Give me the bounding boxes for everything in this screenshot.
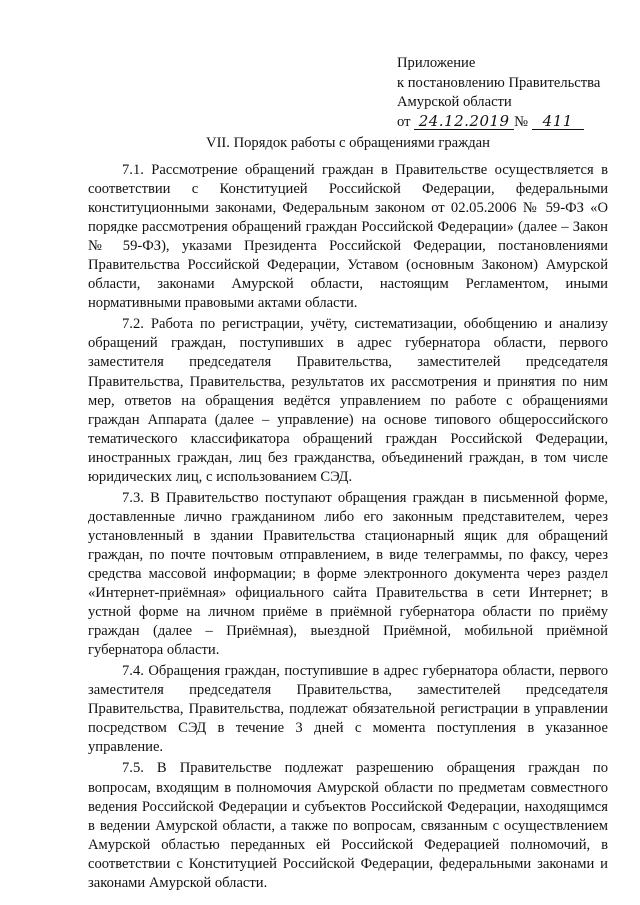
approval-line-date-number (397, 113, 627, 133)
approval-line-resolution: к постановлению Правительства (397, 74, 601, 91)
handwritten-date: 24.12.2019 (414, 113, 514, 130)
approval-line-region: Амурской области (397, 94, 512, 110)
paragraph-7-4: 7.4. Обращения граждан, поступившие в адрес губернатора области, первого заместителя председателя Правительства, заместителей председателя Правительства, Правительства, подлежат обязательной регистрации в управлении посредством СЭД в течение 3 дней с момента поступления в указанное управление. (88, 663, 608, 756)
date-prefix: от (397, 113, 411, 130)
approval-line-appendix: Приложение (397, 55, 476, 71)
document-body (88, 161, 608, 895)
number-prefix: № (514, 113, 529, 130)
handwritten-number: 411 (532, 113, 584, 130)
paragraph-7-2: 7.2. Работа по регистрации, учёту, систематизации, обобщению и анализу обращений граждан, поступивших в адрес губернатора области, первого заместителя председателя Правительства, заместителей председателя Правительства, Правительства, результатов их рассмотрения и принятия по ним мер, ответов на обращения ведётся управлением по работе с обращениями граждан Аппарата (далее – управление) на основе типового общероссийского тематического классификатора обращений граждан Российской Федерации, иностранных граждан, лиц без гражданства, объединений граждан, в том числе юридических лиц, с использованием СЭД. (88, 316, 608, 485)
paragraph-7-1: 7.1. Рассмотрение обращений граждан в Правительстве осуществляется в соответствии с Конституцией Российской Федерации, федеральными конституционными законами, Федеральным законом от 02.05.2006 № 59-ФЗ «О порядке рассмотрения обращений граждан Российской Федерации» (далее – Закон № 59-ФЗ), указами Президента Российской Федерации, постановлениями Правительства Российской Федерации, Уставом (основным Законом) Амурской области, законами Амурской области, настоящим Регламентом, иными нормативными правовыми актами области. (88, 162, 608, 312)
paragraph-7-5: 7.5. В Правительстве подлежат разрешению обращения граждан по вопросам, входящим в полномочия Амурской области по предметам совместного ведения Российской Федерации и субъектов Российской Федерации, находящимся в ведении Амурской области, а также по вопросам, связанным с осуществлением Амурской областью переданных ей Российской Федерацией полномочий, в соответствии с Конституцией Российской Федерации, федеральными законами и законами Амурской области. (88, 760, 608, 891)
paragraph-7-3: 7.3. В Правительство поступают обращения граждан в письменной форме, доставленные лично гражданином либо его законным представителем, через установленный в здании Правительства стационарный ящик для обращений граждан, по почте почтовым отправлением, в виде телеграммы, по факсу, через средства массовой информации; в форме электронного документа через раздел «Интернет-приёмная» официального сайта Правительства в сети Интернет; в устной форме на личном приёме в приёмной губернатора области по приёму граждан (далее – Приёмная), выездной Приёмной, мобильной приёмной губернатора области. (88, 489, 608, 659)
section-title: VII. Порядок работы с обращениями граждан (206, 135, 490, 151)
approval-block (397, 54, 627, 132)
